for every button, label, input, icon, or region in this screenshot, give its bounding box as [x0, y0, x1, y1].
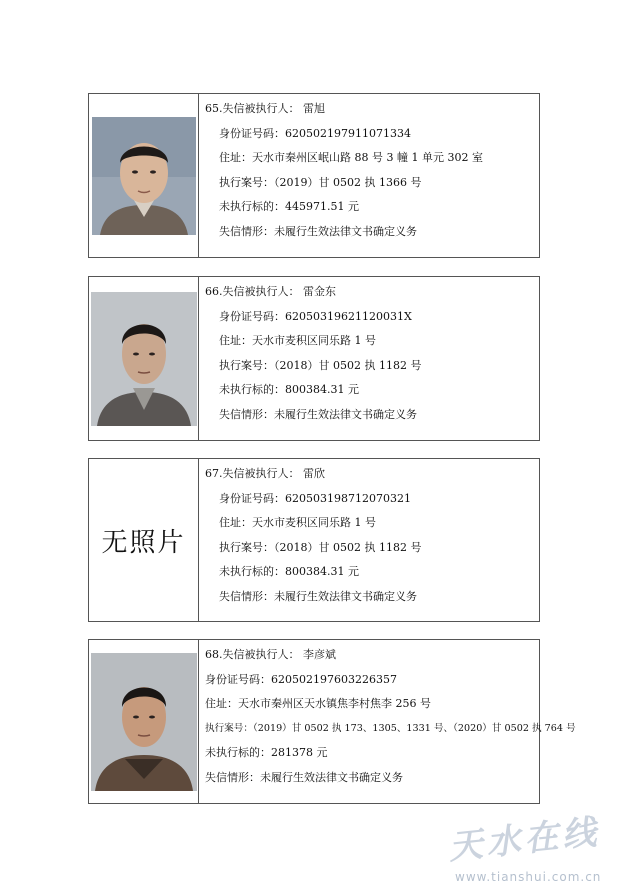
- record-card-65: [88, 93, 540, 258]
- photo-cell: [89, 94, 199, 257]
- address-label: 住址：: [219, 151, 252, 164]
- name-line: 67.失信被执行人： 雷欣: [205, 467, 325, 480]
- case-value: （2019）甘 0502 执 173、1305、1331 号、（2020）甘 0502 执 764 号: [252, 722, 576, 734]
- amount-value: 445971.51 元: [285, 200, 359, 213]
- record-card-68: [88, 639, 576, 804]
- address-line: [205, 149, 539, 174]
- amount-line: [205, 563, 539, 588]
- status-label: 失信情形：: [219, 407, 274, 421]
- address-value: 天水市麦积区同乐路 1 号: [252, 516, 376, 529]
- case-value: （2018）甘 0502 执 1182 号: [274, 358, 422, 372]
- status-label: 失信情形：: [219, 224, 274, 238]
- case-label: 执行案号：: [219, 540, 274, 554]
- id-value: 620502197911071334: [285, 126, 411, 140]
- record-info: [199, 94, 539, 257]
- status-line: [205, 223, 539, 248]
- status-line: [205, 406, 539, 431]
- photo-cell: [89, 459, 199, 621]
- id-label: 身份证号码：: [205, 672, 271, 686]
- status-value: 未履行生效法律文书确定义务: [274, 224, 417, 238]
- address-line: [205, 514, 539, 539]
- id-label: 身份证号码：: [219, 126, 285, 140]
- amount-line: [205, 198, 539, 223]
- case-label: 执行案号：: [205, 722, 253, 734]
- photo-cell: [89, 277, 199, 440]
- record-info: [199, 640, 576, 803]
- case-value: （2018）甘 0502 执 1182 号: [274, 540, 422, 554]
- photo-cell: [89, 640, 199, 803]
- site-watermark-url: www.tianshui.com.cn: [455, 870, 602, 884]
- person-photo: [91, 653, 197, 791]
- id-label: 身份证号码：: [219, 309, 285, 323]
- address-value: 天水市秦州区岷山路 88 号 3 幢 1 单元 302 室: [252, 151, 483, 164]
- status-line: [205, 588, 539, 613]
- status-value: 未履行生效法律文书确定义务: [274, 589, 417, 603]
- id-value: 62050319621120031X: [285, 309, 412, 323]
- address-value: 天水市麦积区同乐路 1 号: [252, 334, 376, 347]
- case-line: [205, 357, 539, 382]
- id-line: [205, 308, 539, 333]
- case-label: 执行案号：: [219, 175, 274, 189]
- name-line: 68.失信被执行人： 李彦斌: [205, 648, 336, 661]
- address-value: 天水市秦州区天水镇焦李村焦李 256 号: [238, 697, 431, 710]
- id-line: [205, 490, 539, 515]
- record-card-66: [88, 276, 540, 441]
- name-line: 66.失信被执行人： 雷金东: [205, 285, 336, 298]
- case-label: 执行案号：: [219, 358, 274, 372]
- status-value: 未履行生效法律文书确定义务: [260, 770, 403, 784]
- amount-label: 未执行标的：: [219, 200, 285, 213]
- record-info: [199, 459, 539, 621]
- amount-label: 未执行标的：: [219, 565, 285, 578]
- case-value: （2019）甘 0502 执 1366 号: [274, 175, 422, 189]
- status-label: 失信情形：: [219, 589, 274, 603]
- record-card-67: [88, 458, 540, 622]
- record-info: [199, 277, 539, 440]
- address-label: 住址：: [219, 334, 252, 347]
- id-line: [205, 671, 576, 696]
- address-line: [205, 332, 539, 357]
- amount-line: [205, 744, 576, 769]
- amount-label: 未执行标的：: [219, 383, 285, 396]
- case-line: [205, 539, 539, 564]
- case-line: [205, 720, 576, 745]
- name-line: 65.失信被执行人： 雷旭: [205, 102, 325, 115]
- address-label: 住址：: [219, 516, 252, 529]
- id-label: 身份证号码：: [219, 491, 285, 505]
- id-value: 620503198712070321: [285, 491, 411, 505]
- site-watermark: 天水在线: [446, 812, 603, 868]
- person-photo: [91, 292, 197, 426]
- amount-value: 800384.31 元: [285, 565, 359, 578]
- id-line: [205, 125, 539, 150]
- address-line: [205, 695, 576, 720]
- status-value: 未履行生效法律文书确定义务: [274, 407, 417, 421]
- amount-value: 800384.31 元: [285, 383, 359, 396]
- status-label: 失信情形：: [205, 770, 260, 784]
- person-photo: [92, 117, 196, 235]
- status-line: [205, 769, 576, 794]
- id-value: 620502197603226357: [271, 672, 397, 686]
- amount-line: [205, 381, 539, 406]
- address-label: 住址：: [205, 697, 238, 710]
- no-photo-text: 无照片: [101, 527, 186, 558]
- amount-label: 未执行标的：: [205, 746, 271, 759]
- amount-value: 281378 元: [271, 746, 328, 759]
- case-line: [205, 174, 539, 199]
